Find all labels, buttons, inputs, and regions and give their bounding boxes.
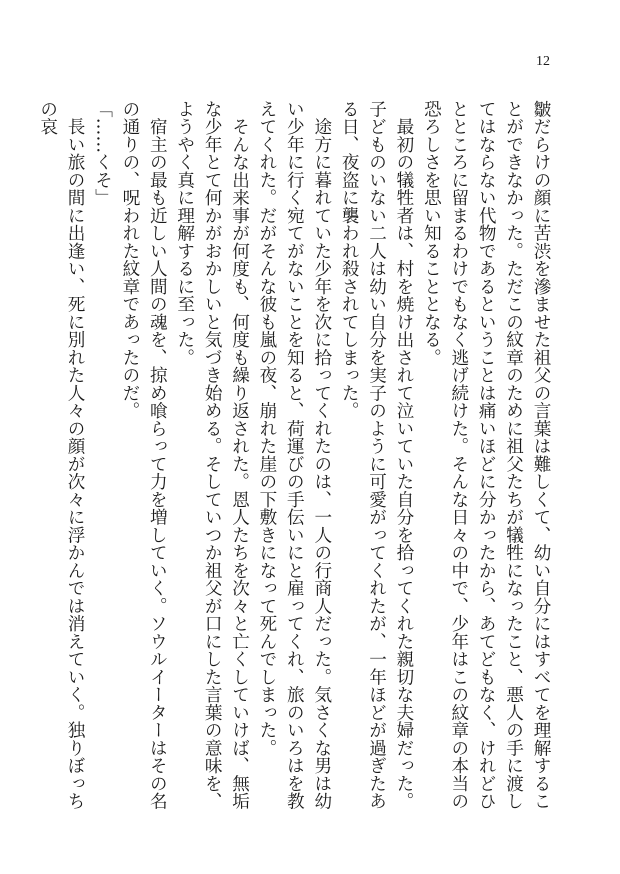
paragraph-5: 宿主の最も近しい人間の魂を、掠め喰らって力を増していく。ソウルイーターはその名の通りの、呪われた紋章であったのだ。 (119, 100, 168, 810)
paragraph-1: 皺だらけの顔に苦渋を滲ませた祖父の言葉は難しくて、幼い自分にはすべてを理解することができなかった。ただこの紋章のために祖父たちが犠牲になったこと、悪人の手に渡してはならない代物であるということは痛いほどに分かったから、あてどもなく、けれどひとところに留まるわけでもなく逃げ続けた。そんな日々の中で、少年はこの紋章の本当の恐ろしさを思い知ることとなる。 (421, 100, 551, 810)
body-text (37, 100, 554, 812)
paragraph-4: そんな出来事が何度も、何度も繰り返された。恩人たちを次々と亡くしていけば、無垢な少年とて何かがおかしいと気づき始める。そしていつか祖父が口にした言葉の意味を、ようやく真に理解するに至った。 (174, 100, 250, 810)
page-number: 12 (536, 54, 550, 69)
paragraph-2: 最初の犠牲者は、村を焼け出されて泣いていた自分を拾ってくれた親切な夫婦だった。子どものいない二人は幼い自分を実子のように可愛がってくれたが、一年ほどが過ぎたある日、夜盗に襲われ殺されてしまった。 (339, 100, 414, 810)
paragraph-7: 長い旅の間に出逢い、死に別れた人々の顔が次々に浮かんでは消えていく。独りぼっちの哀 (37, 100, 86, 810)
paragraph-3: 途方に暮れていた少年を次に拾ってくれたのは、一人の行商人だった。気さくな男は幼い少年に行く宛てがないことを知ると、荷運びの手伝いにと雇ってくれ、旅のいろはを教えてくれた。だがそんな彼も嵐の夜、崩れた崖の下敷きになって死んでしまった。 (256, 100, 332, 810)
dialogue-line: 「……くそ」 (92, 100, 113, 207)
